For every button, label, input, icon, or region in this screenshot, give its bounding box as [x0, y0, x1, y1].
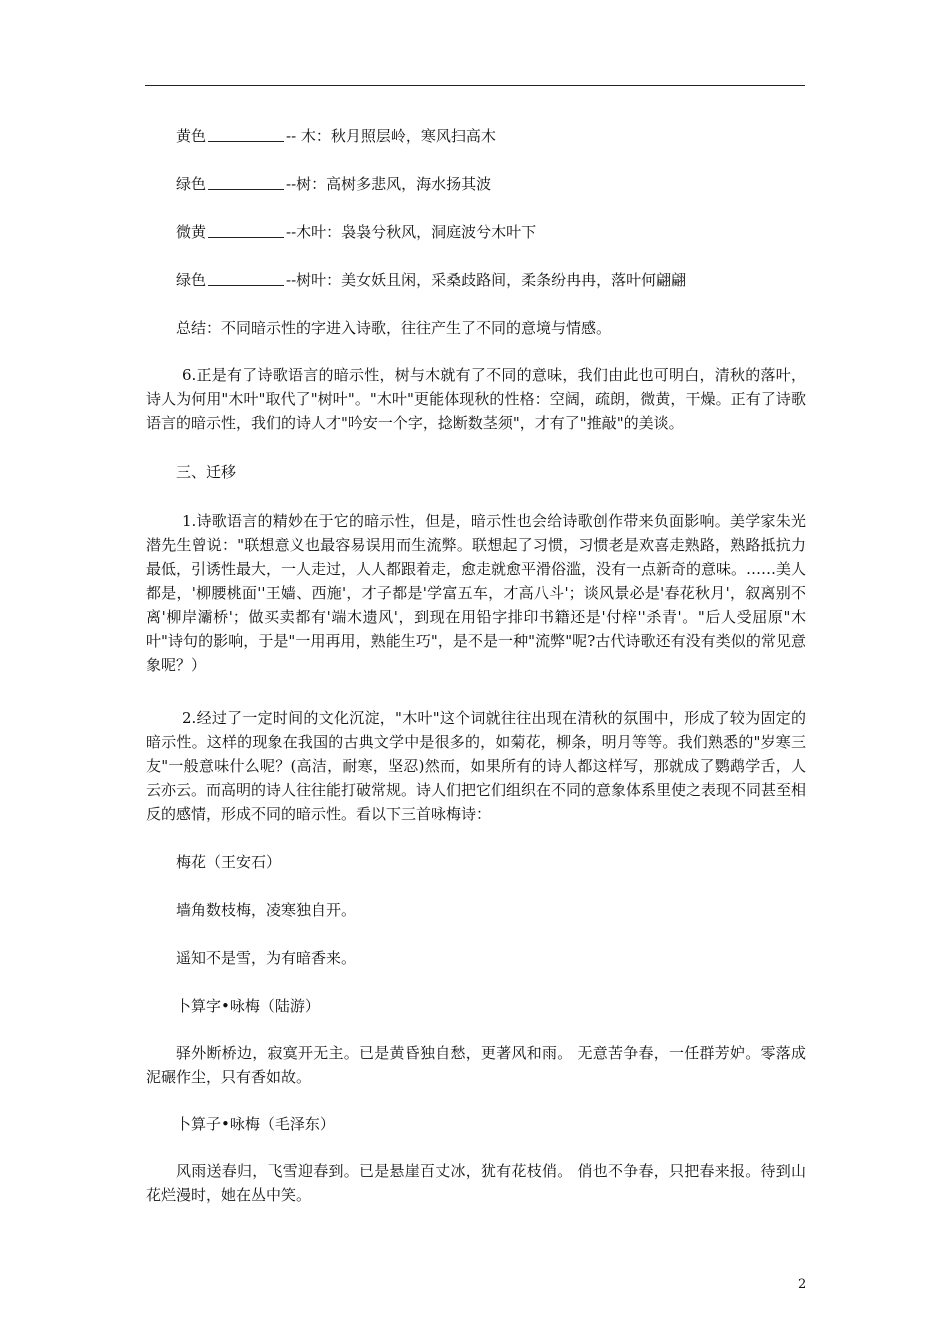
fill-row-label: 微黄: [176, 223, 207, 241]
fill-row-text: --树：高树多悲风，海水扬其波: [286, 175, 492, 193]
fill-row: [176, 174, 491, 194]
summary-text: 总结：不同暗示性的字进入诗歌，往往产生了不同的意境与情感。: [176, 319, 612, 337]
poem-1-line-2: 遥知不是雪，为有暗香来。: [176, 949, 357, 967]
section-heading: 三、迁移: [176, 463, 237, 481]
fill-row-label: 黄色: [176, 127, 207, 145]
item-1-text: 1.诗歌语言的精妙在于它的暗示性，但是，暗示性也会给诗歌创作带来负面影响。美学家朱光潜先生曾说："联想意义也最容易误用而生流弊。联想起了习惯，习惯老是欢喜走熟路，熟路抵抗力最低，引诱性最大，一人走过，人人都跟着走，愈走就愈平滑俗滥，没有一点新奇的意味。……美人都是，'柳腰桃面''王嫱、西施'，才子都是'学富五车，才高八斗'；谈风景必是'春花秋月'，叙离别不离'柳岸灞桥'；做买卖都有'端木遗风'，到现在用铅字排印书籍还是'付梓''杀青'。"后人受屈原"木叶"诗句的影响，于是"一用再用，熟能生巧"，是不是一种"流弊"呢?古代诗歌还有没有类似的常见意象呢？）: [146, 512, 807, 674]
poem-1-line-1: 墙角数枝梅，凌寒独自开。: [176, 901, 357, 919]
fill-blank: [208, 176, 284, 190]
paragraph-6-text: 6.正是有了诗歌语言的暗示性，树与木就有了不同的意味，我们由此也可明白，清秋的落叶，诗人为何用"木叶"取代了"树叶"。"木叶"更能体现秋的性格：空阔，疏朗，微黄，干燥。正有了诗歌语言的暗示性，我们的诗人才"吟安一个字，捻断数茎须"，才有了"推敲"的美谈。: [146, 366, 806, 432]
fill-row-label: 绿色: [176, 271, 207, 289]
page-number: 2: [798, 1277, 807, 1292]
fill-blank: [208, 224, 284, 238]
fill-blank: [208, 128, 284, 142]
fill-row-text: --木叶：袅袅兮秋风，洞庭波兮木叶下: [286, 223, 537, 241]
poem-3-text: 风雨送春归，飞雪迎春到。已是悬崖百丈冰，犹有花枝俏。 俏也不争春，只把春来报。待到山花烂漫时，她在丛中笑。: [146, 1162, 806, 1204]
item-2: [146, 706, 806, 826]
paragraph-6: [146, 363, 806, 435]
fill-row: [176, 126, 496, 146]
poem-2-text: 驿外断桥边，寂寞开无主。已是黄昏独自愁，更著风和雨。 无意苦争春，一任群芳妒。零落成泥碾作尘，只有香如故。: [146, 1044, 806, 1086]
item-1: [146, 509, 806, 677]
poem-2: [146, 1041, 806, 1089]
fill-blank: [208, 272, 284, 286]
poem-1-title: 梅花（王安石）: [176, 853, 282, 871]
item-2-text: 2.经过了一定时间的文化沉淀，"木叶"这个词就往往出现在清秋的氛围中，形成了较为固定的暗示性。这样的现象在我国的古典文学中是很多的，如菊花，柳条，明月等等。我们熟悉的"岁寒三友"一般意味什么呢？(高洁，耐寒，坚忍)然而，如果所有的诗人都这样写，那就成了鹦鹉学舌，人云亦云。而高明的诗人往往能打破常规。诗人们把它们组织在不同的意象体系里使之表现不同甚至相反的感情，形成不同的暗示性。看以下三首咏梅诗：: [146, 709, 807, 823]
poem-3-title: 卜算子•咏梅（毛泽东）: [176, 1115, 335, 1133]
fill-row: [176, 270, 686, 290]
poem-3: [146, 1159, 806, 1207]
poem-2-title: 卜算字•咏梅（陆游）: [176, 997, 320, 1015]
header-rule: [145, 85, 805, 86]
fill-row-text: -- 木：秋月照层岭，寒风扫高木: [286, 127, 496, 145]
fill-row-label: 绿色: [176, 175, 207, 193]
fill-row-text: --树叶：美女妖且闲，采桑歧路间，柔条纷冉冉，落叶何翩翩: [286, 271, 687, 289]
fill-row: [176, 222, 536, 242]
